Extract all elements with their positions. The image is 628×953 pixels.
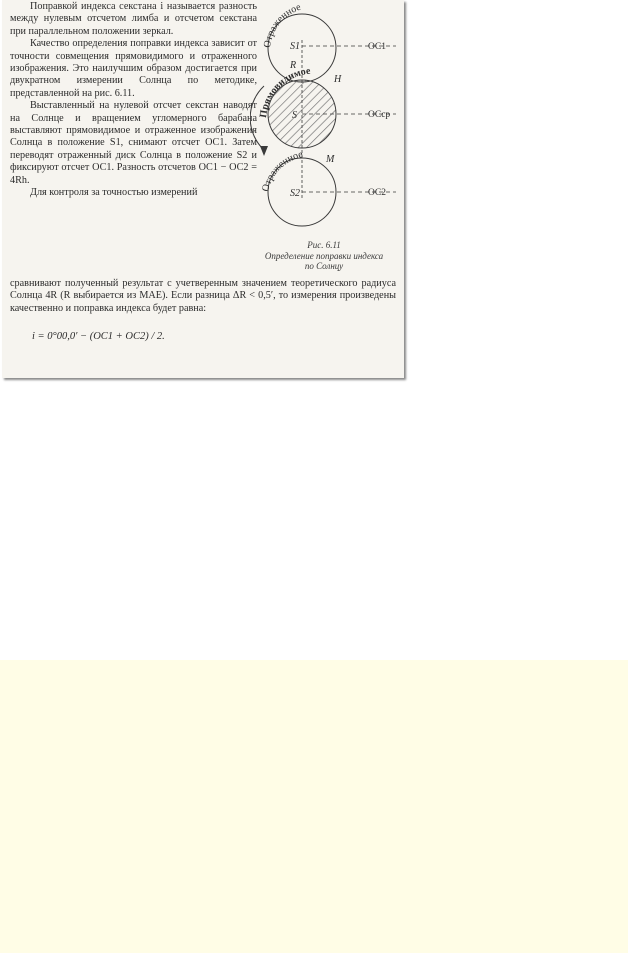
label-h: H xyxy=(334,74,342,85)
label-ocsr: OCср xyxy=(368,110,391,120)
paragraph-control: сравнивают полученный результат с учетверенным значением теоретического радиуса Солнца 4R (R выбирается из МАЕ). Если разница ΔR < 0,5′, то измерения произведены качественно и поправка индекса будет равна: xyxy=(10,278,396,314)
sun-diagram xyxy=(250,0,404,240)
figure-caption xyxy=(264,240,384,272)
paragraph-control-start: Для контроля за точностью измерений xyxy=(30,187,198,199)
rotation-arrowhead xyxy=(260,146,268,156)
caption-title: Рис. 6.11 xyxy=(307,240,341,250)
label-top-arc: Отраженное xyxy=(261,1,303,49)
label-m: M xyxy=(326,154,335,165)
label-s1: S1 xyxy=(290,41,300,52)
label-bottom-arc: Отраженное xyxy=(260,149,304,193)
label-r: R xyxy=(290,60,297,71)
index-formula: i = 0°00,0′ − (ОС1 + ОС2) / 2. xyxy=(32,331,165,342)
rotation-arrow xyxy=(250,86,264,150)
caption-text: Определение поправки индекса по Солнцу xyxy=(264,250,384,271)
full-width-text xyxy=(10,278,396,315)
paragraph-definition: Поправкой индекса секстана i называется разность между нулевым отсчетом лимба и отсчетом секстана при параллельном положении зеркал. xyxy=(10,1,257,37)
highlight-panel xyxy=(0,660,628,953)
label-oc2: OC2 xyxy=(368,188,386,198)
label-middle-arc: Прямовидимое xyxy=(257,65,311,119)
label-oc1: OC1 xyxy=(368,42,386,52)
paragraph-procedure: Выставленный на нулевой отсчет секстан наводят на Солнце и вращением угломерного барабана выставляют прямовидимое и отраженное изображения Солнца в положение S1, снимают отсчет ОС1. Затем переводят отраженный диск Солнца в положение S2 и фиксируют отсчет ОС1. Разность отсчетов ОС1 − ОС2 = 4Rh. xyxy=(10,100,257,186)
label-s2: S2 xyxy=(290,188,300,199)
text-column xyxy=(10,1,257,200)
scanned-page xyxy=(2,0,404,378)
paragraph-quality: Качество определения поправки индекса зависит от точности совмещения прямовидимого и отраженного изображения. Это наилучшим образом достигается при двукратном измерении Солнца по методике, представленной на рис. 6.11. xyxy=(10,38,257,99)
label-s: S xyxy=(292,110,297,121)
